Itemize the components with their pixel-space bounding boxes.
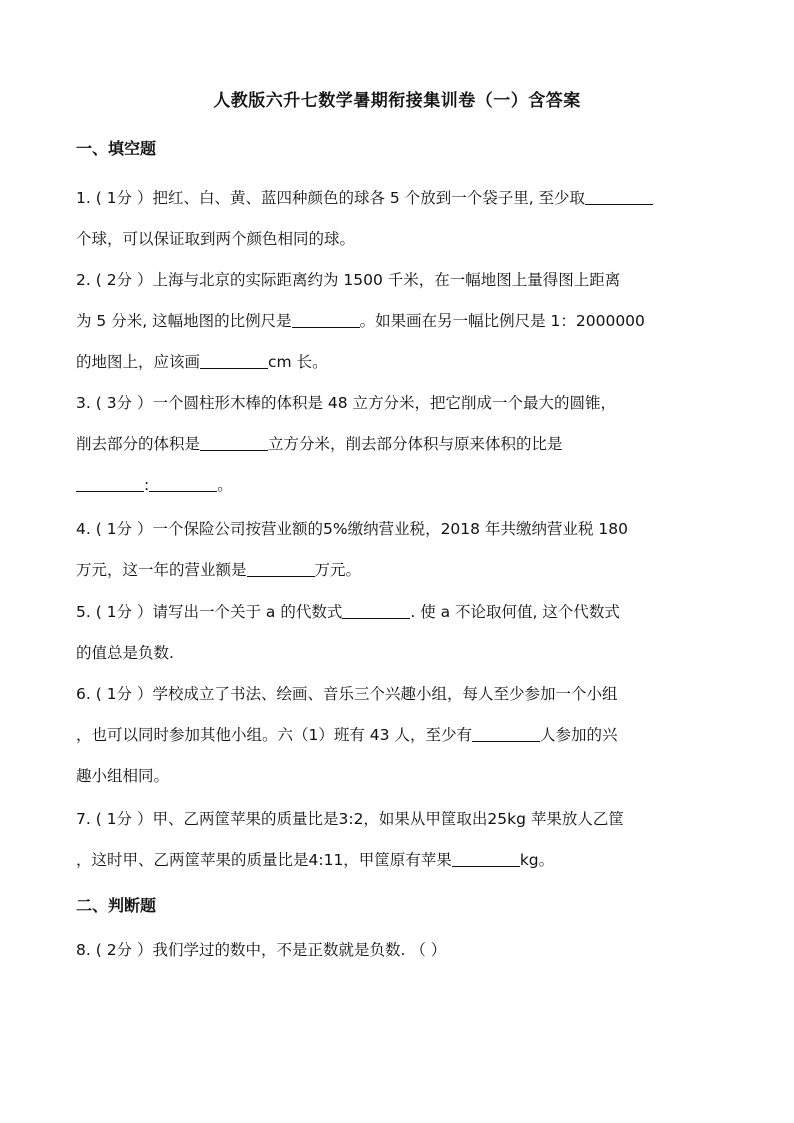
q5-text: 5. ( 1分 ）请写出一个关于 a 的代数式 [76,603,343,621]
q5-text: 的值总是负数. [76,644,174,662]
answer-blank [472,723,540,742]
question-7 [76,799,721,881]
answer-blank [292,309,360,328]
q6-text: 6. ( 1分 ）学校成立了书法、绘画、音乐三个兴趣小组，每人至少参加一个小组 [76,685,618,703]
q6-text: ，也可以同时参加其他小组。六（1）班有 43 人，至少有 [76,726,472,744]
q7-text: kg。 [519,851,555,869]
answer-blank [247,558,315,577]
answer-blank [342,600,410,619]
q2-text: 。如果画在另一幅比例尺是 1：2000000 [359,312,645,330]
answer-blank [585,186,653,205]
question-1 [76,178,721,260]
q8-text: 8. ( 2分 ）我们学过的数中，不是正数就是负数. （ ） [76,941,447,959]
section-true-false: 二、判断题 [76,896,157,915]
q3-text: 削去部分的体积是 [76,435,201,453]
question-4 [76,509,721,591]
q2-text: cm 长。 [268,353,328,371]
q1-text: 1. ( 1分 ）把红、白、黄、蓝四种颜色的球各 5 个放到一个袋子里, 至少取 [76,189,586,207]
question-5 [76,592,721,674]
q5-text: . 使 a 不论取何值, 这个代数式 [410,603,620,621]
answer-blank [452,848,520,867]
q6-text: 趣小组相同。 [76,767,170,785]
answer-blank [149,473,217,492]
q4-text: 万元。 [314,561,362,579]
question-3 [76,383,721,506]
q4-text: 4. ( 1分 ）一个保险公司按营业额的5%缴纳营业税，2018 年共缴纳营业税 180 [76,520,628,538]
page-title: 人教版六升七数学暑期衔接集训卷（一）含答案 [213,91,581,111]
section-fill-in: 一、填空题 [76,139,157,158]
q3-text: 3. ( 3分 ）一个圆柱形木棒的体积是 48 立方分米，把它削成一个最大的圆锥， [76,394,617,412]
q3-text: : [144,476,150,494]
q3-text: 。 [217,476,233,494]
q3-text: 立方分米，削去部分体积与原来体积的比是 [268,435,563,453]
question-6 [76,674,721,797]
answer-blank [200,432,268,451]
q4-text: 万元，这一年的营业额是 [76,561,247,579]
q7-text: 7. ( 1分 ）甲、乙两筐苹果的质量比是3:2，如果从甲筐取出25kg 苹果放人乙筐 [76,810,624,828]
answer-blank [200,350,268,369]
q7-text: ，这时甲、乙两筐苹果的质量比是4:11，甲筐原有苹果 [76,851,452,869]
q2-text: 为 5 分米, 这幅地图的比例尺是 [76,312,292,330]
question-2 [76,260,721,383]
question-8 [76,930,721,971]
answer-blank [76,473,144,492]
q2-text: 2. ( 2分 ）上海与北京的实际距离约为 1500 千米，在一幅地图上量得图上距离 [76,271,621,289]
q1-text: 个球，可以保证取到两个颜色相同的球。 [76,230,356,248]
q2-text: 的地图上，应该画 [76,353,201,371]
q6-text: 人参加的兴 [539,726,618,744]
